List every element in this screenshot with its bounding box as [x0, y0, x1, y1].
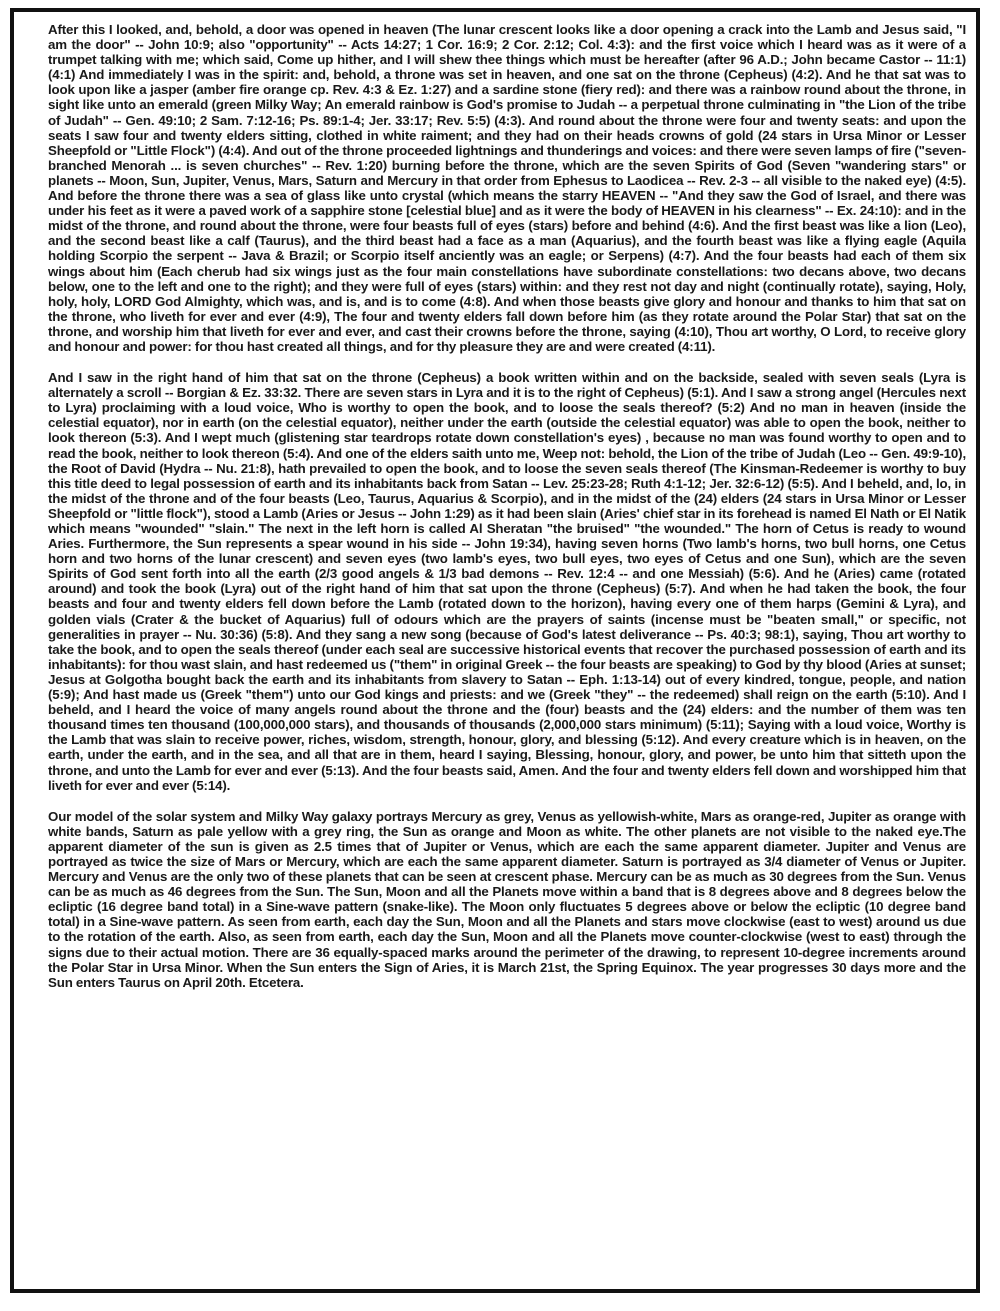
document-page: [48, 22, 966, 1267]
paragraph-revelation-5: And I saw in the right hand of him that sat on the throne (Cepheus) a book written within and on the backside, sealed with seven seals (Lyra is alternately a scroll -- Borgian & Ez. 33:32. There are seven stars in Lyra and it is to the right of Cepheus) (5:1). And I saw a strong angel (Hercules next to Lyra) proclaiming with a loud voice, Who is worthy to open the book, and to loose the seals thereof? (5:2) And no man in heaven (inside the celestial equator), nor in earth (on the celestial equator), neither under the earth (outside the celestial equator) was able to open the book, neither to look thereon (5:3). And I wept much (glistening star teardrops rotate down constellation's eyes) , because no man was found worthy to open and to read the book, neither to look thereon (5:4). And one of the elders saith unto me, Weep not: behold, the Lion of the tribe of Judah (Leo -- Gen. 49:9-10), the Root of David (Hydra -- Nu. 21:8), hath prevailed to open the book, and to loose the seven seals thereof (The Kinsman-Redeemer is worthy to buy this title deed to legal possession of earth and its inhabitants back from Satan -- Lev. 25:23-28; Ruth 4:1-12; Jer. 32:6-12) (5:5). And I beheld, and, lo, in the midst of the throne and of the four beasts (Leo, Taurus, Aquarius & Scorpio), and in the midst of the (24) elders (24 stars in Ursa Minor or Lesser Sheepfold or "little flock"), stood a Lamb (Aries or Jesus -- John 1:29) as it had been slain (Aries' chief star in its forehead is named El Nath or El Natik which means "wounded" "slain." The next in the left horn is called Al Sheratan "the bruised" "the wounded." The horn of Cetus is ready to wound Aries. Furthermore, the Sun represents a spear wound in his side -- John 19:34), having seven horns (Two lamb's horns, two bull horns, one Cetus horn and two horns of the lunar crescent) and seven eyes (two lamb's eyes, two bull eyes, two eyes of Cetus and one Sun), which are the seven Spirits of God sent forth into all the earth (2/3 good angels & 1/3 bad demons -- Rev. 12:4 -- and one Messiah) (5:6). And he (Aries) came (rotated around) and took the book (Lyra) out of the right hand of him that sat upon the throne (Cepheus) (5:7). And when he had taken the book, the four beasts and four and twenty elders fell down before the Lamb (rotated down to the horizon), having every one of them harps (Gemini & Lyra), and golden vials (Crater & the bucket of Aquarius) full of odours which are the prayers of saints (incense must be "beaten small," or specific, not generalities in prayer -- Nu. 30:36) (5:8). And they sang a new song (because of God's latest deliverance -- Ps. 40:3; 98:1), saying, Thou art worthy to take the book, and to open the seals thereof (under each seal are successive historical events that recover the purchased possession of earth and its inhabitants): for thou wast slain, and hast redeemed us ("them" in original Greek -- the four beasts are speaking) to God by thy blood (Aries at sunset; Jesus at Golgotha bought back the earth and its inhabitants from slavery to Satan -- Eph. 1:13-14) out of every kindred, tongue, people, and nation (5:9); And hast made us (Greek "them") unto our God kings and priests: and we (Greek "they" -- the redeemed) shall reign on the earth (5:10). And I beheld, and I heard the voice of many angels round about the throne and the (four) beasts and the (24) elders: and the number of them was ten thousand times ten thousand (100,000,000 stars), and thousands of thousands (2,000,000 stars minimum) (5:11); Saying with a loud voice, Worthy is the Lamb that was slain to receive power, riches, wisdom, strength, honour, glory, and blessing (5:12). And every creature which is in heaven, on the earth, under the earth, and in the sea, and all that are in them, heard I saying, Blessing, honour, glory, and power, be unto him that sitteth upon the throne, and unto the Lamb for ever and ever (5:13). And the four beasts said, Amen. And the four and twenty elders fell down and worshipped him that liveth for ever and ever (5:14).: [48, 370, 966, 793]
paragraph-solar-system-model: Our model of the solar system and Milky Way galaxy portrays Mercury as grey, Venus as yellowish-white, Mars as orange-red, Jupiter as orange with white bands, Saturn as pale yellow with a grey ring, the Sun as orange and Moon as white. The other planets are not visible to the naked eye.The apparent diameter of the sun is given as 2.5 times that of Jupiter or Venus, which are each the same apparent diameter. Jupiter and Venus are portrayed as twice the size of Mars or Mercury, which are each the same apparent diameter. Saturn is portrayed as 3/4 diameter of Venus or Jupiter. Mercury and Venus are the only two of these planets that can be seen at crescent phase. Mercury can be as much as 30 degrees from the Sun. Venus can be as much as 46 degrees from the Sun. The Sun, Moon and all the Planets move within a band that is 8 degrees above and 8 degrees below the ecliptic (16 degree band total) in a Sine-wave pattern (snake-like). The Moon only fluctuates 5 degrees above or below the ecliptic (10 degree band total) in a Sine-wave pattern. As seen from earth, each day the Sun, Moon and all the Planets and stars move clockwise (east to west) around us due to the rotation of the earth. Also, as seen from earth, each day the Sun, Moon and all the Planets move counter-clockwise (west to east) through the signs due to their actual motion. There are 36 equally-spaced marks around the perimeter of the drawing, to represent 10-degree increments around the Polar Star in Ursa Minor. When the Sun enters the Sign of Aries, it is March 21st, the Spring Equinox. The year progresses 30 days more and the Sun enters Taurus on April 20th. Etcetera.: [48, 808, 966, 990]
paragraph-revelation-4: After this I looked, and, behold, a door was opened in heaven (The lunar crescent looks like a door opening a crack into the Lamb and Jesus said, "I am the door" -- John 10:9; also "opportunity" -- Acts 14:27; 1 Cor. 16:9; 2 Cor. 2:12; Col. 4:3): and the first voice which I heard was as it were of a trumpet talking with me; which said, Come up hither, and I will shew thee things which must be hereafter (after 96 A.D.; John became Castor -- 11:1) (4:1) And immediately I was in the spirit: and, behold, a throne was set in heaven, and one sat on the throne (Cepheus) (4:2). And he that sat was to look upon like a jasper (amber fire orange cp. Rev. 4:3 & Ez. 1:27) and a sardine stone (fiery red): and there was a rainbow round about the throne, in sight like unto an emerald (green Milky Way; An emerald rainbow is God's promise to Judah -- a perpetual throne culminating in "the Lion of the tribe of Judah" -- Gen. 49:10; 2 Sam. 7:12-16; Ps. 89:1-4; Jer. 33:17; Rev. 5:5) (4:3). And round about the throne were four and twenty seats: and upon the seats I saw four and twenty elders sitting, clothed in white raiment; and they had on their heads crowns of gold (24 stars in Ursa Minor or Lesser Sheepfold or "Little Flock") (4:4). And out of the throne proceeded lightnings and thunderings and voices: and there were seven lamps of fire ("seven-branched Menorah ... is seven churches" -- Rev. 1:20) burning before the throne, which are the seven Spirits of God (Seven "wandering stars" or planets -- Moon, Sun, Jupiter, Venus, Mars, Saturn and Mercury in that order from Ephesus to Laodicea -- Rev. 2-3 -- all visible to the naked eye) (4:5). And before the throne there was a sea of glass like unto crystal (which means the starry HEAVEN -- "And they saw the God of Israel, and there was under his feet as it were a paved work of a sapphire stone [celestial blue] and as it were the body of HEAVEN in his clearness" -- Ex. 24:10): and in the midst of the throne, and round about the throne, were four beasts full of eyes (stars) before and behind (4:6). And the first beast was like a lion (Leo), and the second beast like a calf (Taurus), and the third beast had a face as a man (Aquarius), and the fourth beast was like a flying eagle (Aquila holding Scorpio the serpent -- Java & Brazil; or Scorpio itself anciently was an eagle; or Serpens) (4:7). And the four beasts had each of them six wings about him (Each cherub had six wings just as the four main constellations have subordinate constellations: two decans above, two decans below, one to the left and one to the right); and they were full of eyes (stars) within: and they rest not day and night (continually rotate), saying, Holy, holy, holy, LORD God Almighty, which was, and is, and is to come (4:8). And when those beasts give glory and honour and thanks to him that sat on the throne, who liveth for ever and ever (4:9), The four and twenty elders fall down before him (as they rotate around the Polar Star) that sat on the throne, and worship him that liveth for ever and ever, and cast their crowns before the throne, saying (4:10), Thou art worthy, O Lord, to receive glory and honour and power: for thou hast created all things, and for thy pleasure they are and were created (4:11).: [48, 22, 966, 354]
